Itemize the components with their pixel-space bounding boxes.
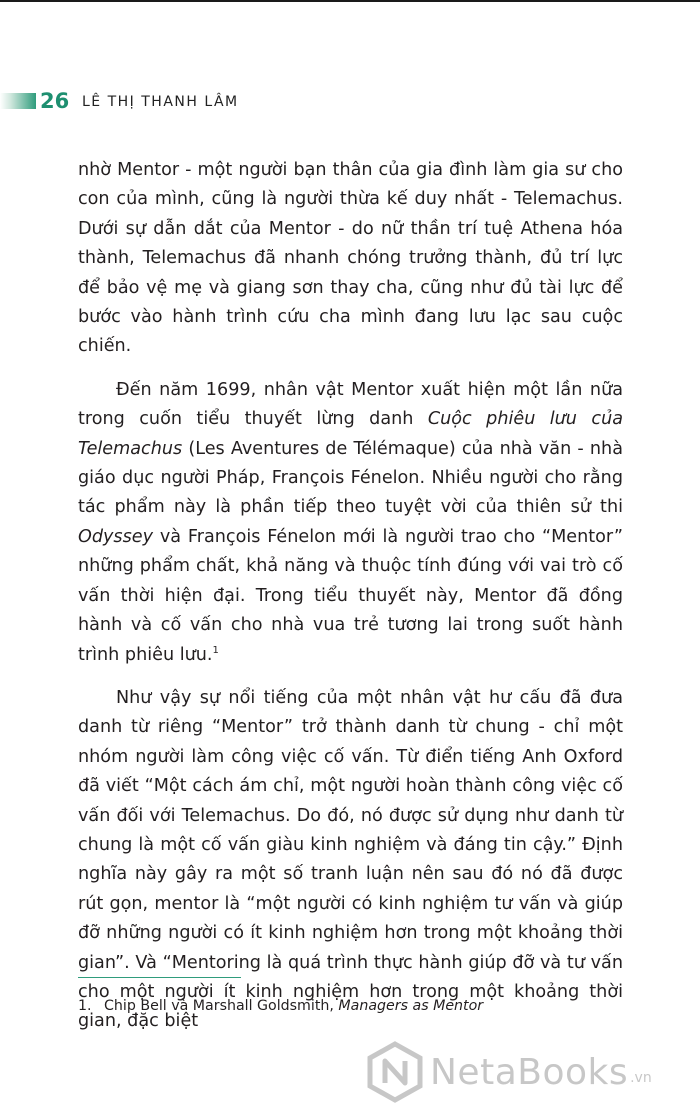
- paragraph-2-part-c: và François Fénelon mới là người trao cho “Mentor” những phẩm chất, khả năng và thuộc tính đúng với vai trò cố vấn thời hiện đại. Trong tiểu thuyết này, Mentor đã đồng hành và cố vấn cho nhà vua trẻ tương lai trong suốt hành trình phiêu lưu.: [78, 526, 623, 665]
- watermark-suffix: .vn: [630, 1070, 652, 1086]
- paragraph-2: [78, 376, 623, 670]
- netabooks-n-logo-icon: [364, 1041, 426, 1103]
- footnote-text: Chip Bell và Marshall Goldsmith,: [104, 998, 339, 1014]
- paragraph-1: nhờ Mentor - một người bạn thân của gia đình làm gia sư cho con của mình, cũng là người thừa kế duy nhất - Telemachus. Dưới sự dẫn dắt của Mentor - do nữ thần trí tuệ Athena hóa thành, Telemachus đã nhanh chóng trưởng thành, đủ trí lực để bảo vệ mẹ và giang sơn thay cha, cũng như đủ tài lực để bước vào hành trình cứu cha mình đang lưu lạc sau cuộc chiến.: [78, 160, 623, 357]
- footnote: [78, 996, 483, 1016]
- watermark: [364, 1040, 694, 1104]
- page-number: 26: [40, 89, 70, 113]
- paragraph-3: Như vậy sự nổi tiếng của một nhân vật hư cấu đã đưa danh từ riêng “Mentor” trở thành danh từ chung - chỉ một nhóm người làm công việc cố vấn. Từ điển tiếng Anh Oxford đã viết “Một cách ám chỉ, một người hoàn thành công việc cố vấn đối với Telemachus. Do đó, nó được sử dụng như danh từ chung là một cố vấn giàu kinh nghiệm và đáng tin cậy.” Định nghĩa này gây ra một số tranh luận nên sau đó nó đã được rút gọn, mentor là “một người có kinh nghiệm tư vấn và giúp đỡ những người có ít kinh nghiệm hơn trong một khoảng thời gian”. Và “Mentoring là quá trình thực hành giúp đỡ và tư vấn cho một người ít kinh nghiệm hơn trong một khoảng thời gian, đặc biệt: [78, 687, 623, 1032]
- header-accent-bar: [0, 93, 36, 109]
- book-title-telemachus: Cuộc phiêu lưu của Telemachus: [78, 409, 623, 459]
- body-text: [78, 156, 623, 1051]
- running-head-author: LÊ THỊ THANH LÂM: [82, 94, 239, 110]
- top-border-line: [0, 0, 700, 2]
- footnote-reference: 1: [212, 644, 219, 656]
- footnote-number: 1.: [78, 998, 92, 1014]
- book-title-odyssey: Odyssey: [78, 526, 153, 547]
- paragraph-2-part-a: Đến năm 1699, nhân vật Mentor xuất hiện một lần nữa trong cuốn tiểu thuyết lừng danh: [78, 379, 623, 430]
- footnote-divider: [78, 977, 241, 978]
- watermark-brand: NetaBooks: [430, 1051, 629, 1093]
- footnote-book-title: Managers as Mentor: [338, 998, 484, 1014]
- paragraph-2-part-b: (Les Aventures de Télémaque) của nhà văn - nhà giáo dục người Pháp, François Fénelon. Nhiều người cho rằng tác phẩm này là phần tiếp theo tuyệt vời của thiên sử thi: [78, 438, 623, 518]
